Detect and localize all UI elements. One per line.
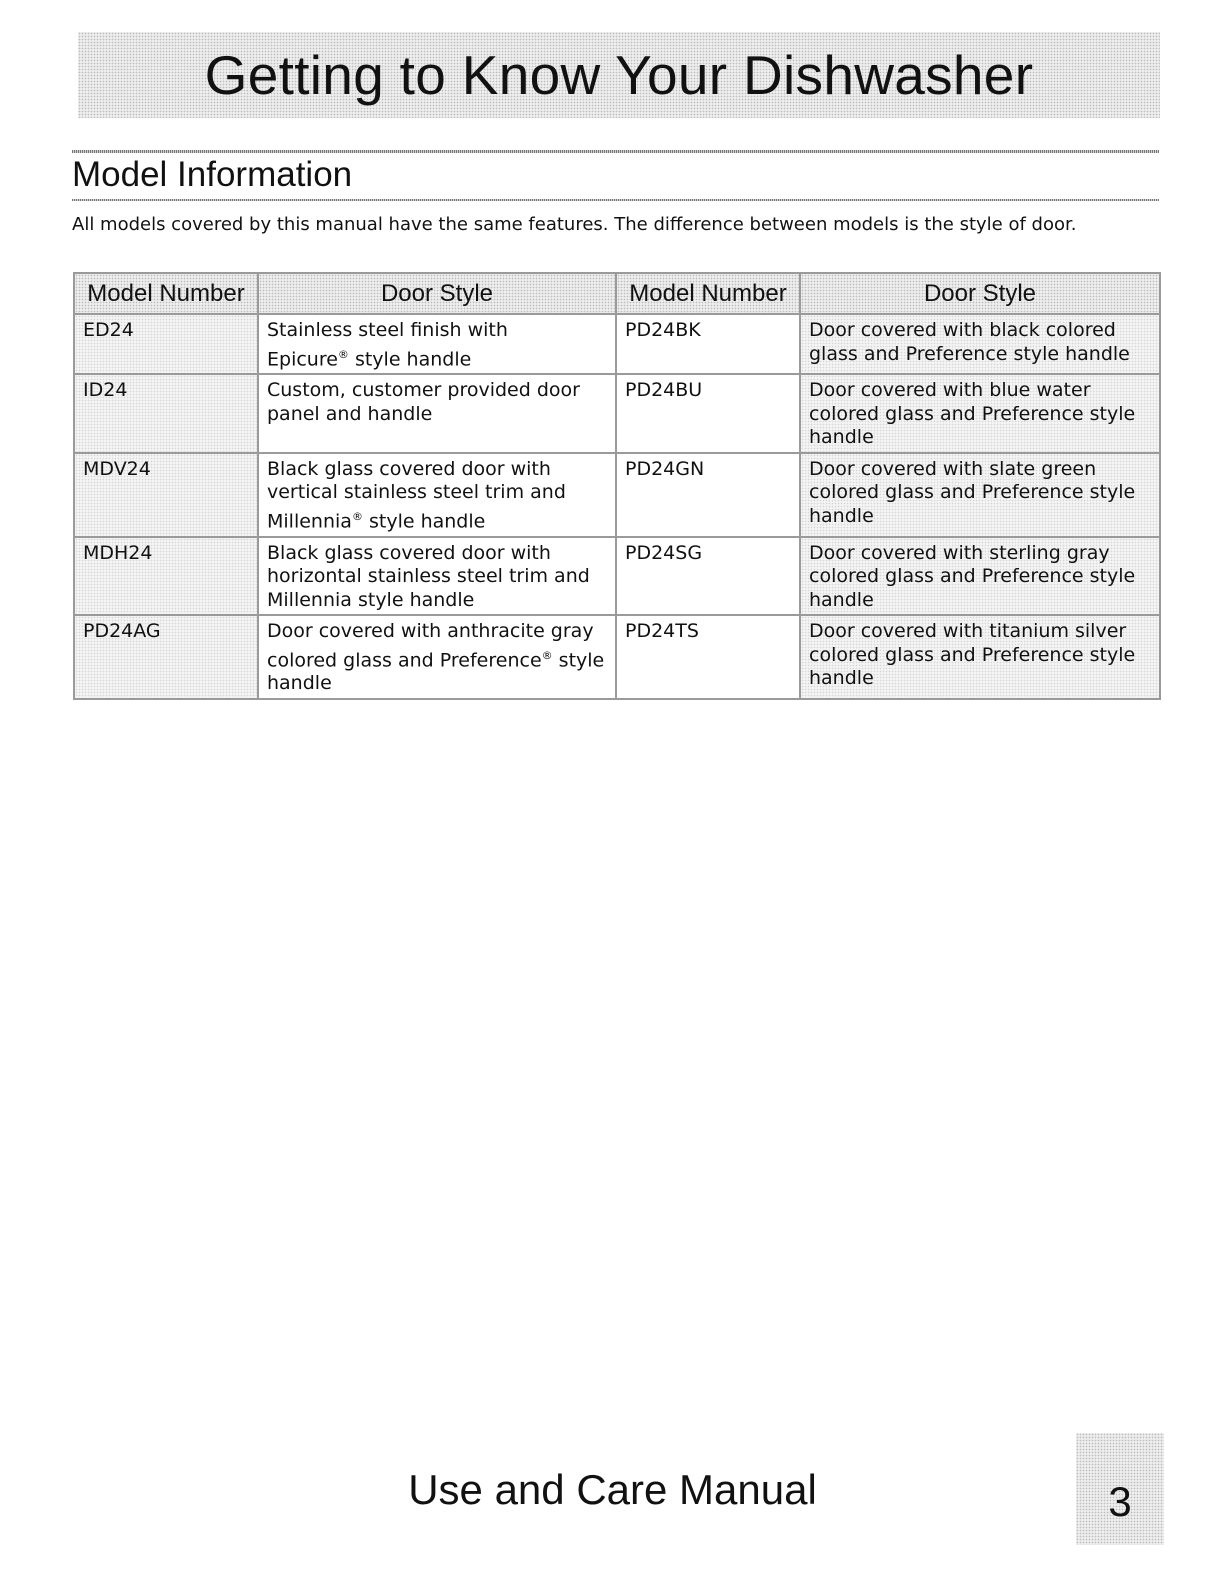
intro-paragraph: All models covered by this manual have the same features. The difference between models is the style of door. [72, 214, 1077, 235]
door-style-cell: Black glass covered door with vertical stainless steel trim and Millennia® style handle [258, 453, 616, 537]
door-style-cell: Door covered with anthracite gray colored glass and Preference® style handle [258, 615, 616, 699]
door-style-cell: Door covered with black colored glass and Preference style handle [800, 314, 1160, 374]
page-number-box [1076, 1433, 1164, 1545]
door-style-cell: Black glass covered door with horizontal stainless steel trim and Millennia style handle [258, 537, 616, 616]
title-band [78, 32, 1160, 118]
door-style-cell: Door covered with slate green colored glass and Preference style handle [800, 453, 1160, 537]
section-rule-bottom [72, 199, 1159, 201]
model-number-cell: MDV24 [74, 453, 258, 537]
column-header-door-style: Door Style [258, 273, 616, 314]
model-table [73, 272, 1161, 700]
table-row [74, 537, 1160, 616]
model-number-cell: PD24BK [616, 314, 800, 374]
door-style-cell: Stainless steel finish with Epicure® style handle [258, 314, 616, 374]
table-row [74, 314, 1160, 374]
model-number-cell: MDH24 [74, 537, 258, 616]
column-header-model-number: Model Number [616, 273, 800, 314]
page-number: 3 [1108, 1478, 1132, 1525]
model-number-cell: PD24AG [74, 615, 258, 699]
table-row [74, 615, 1160, 699]
table-row [74, 374, 1160, 453]
table-header-row [74, 273, 1160, 314]
page-title: Getting to Know Your Dishwasher [204, 44, 1034, 106]
table-row [74, 453, 1160, 537]
column-header-door-style: Door Style [800, 273, 1160, 314]
footer-title: Use and Care Manual [408, 1466, 817, 1513]
model-number-cell: PD24SG [616, 537, 800, 616]
column-header-model-number: Model Number [74, 273, 258, 314]
door-style-cell: Door covered with sterling gray colored glass and Preference style handle [800, 537, 1160, 616]
door-style-cell: Door covered with titanium silver colored glass and Preference style handle [800, 615, 1160, 699]
model-number-cell: PD24GN [616, 453, 800, 537]
model-number-cell: ID24 [74, 374, 258, 453]
section-heading: Model Information [72, 155, 353, 194]
model-number-cell: ED24 [74, 314, 258, 374]
model-number-cell: PD24BU [616, 374, 800, 453]
model-number-cell: PD24TS [616, 615, 800, 699]
door-style-cell: Custom, customer provided door panel and handle [258, 374, 616, 453]
door-style-cell: Door covered with blue water colored glass and Preference style handle [800, 374, 1160, 453]
